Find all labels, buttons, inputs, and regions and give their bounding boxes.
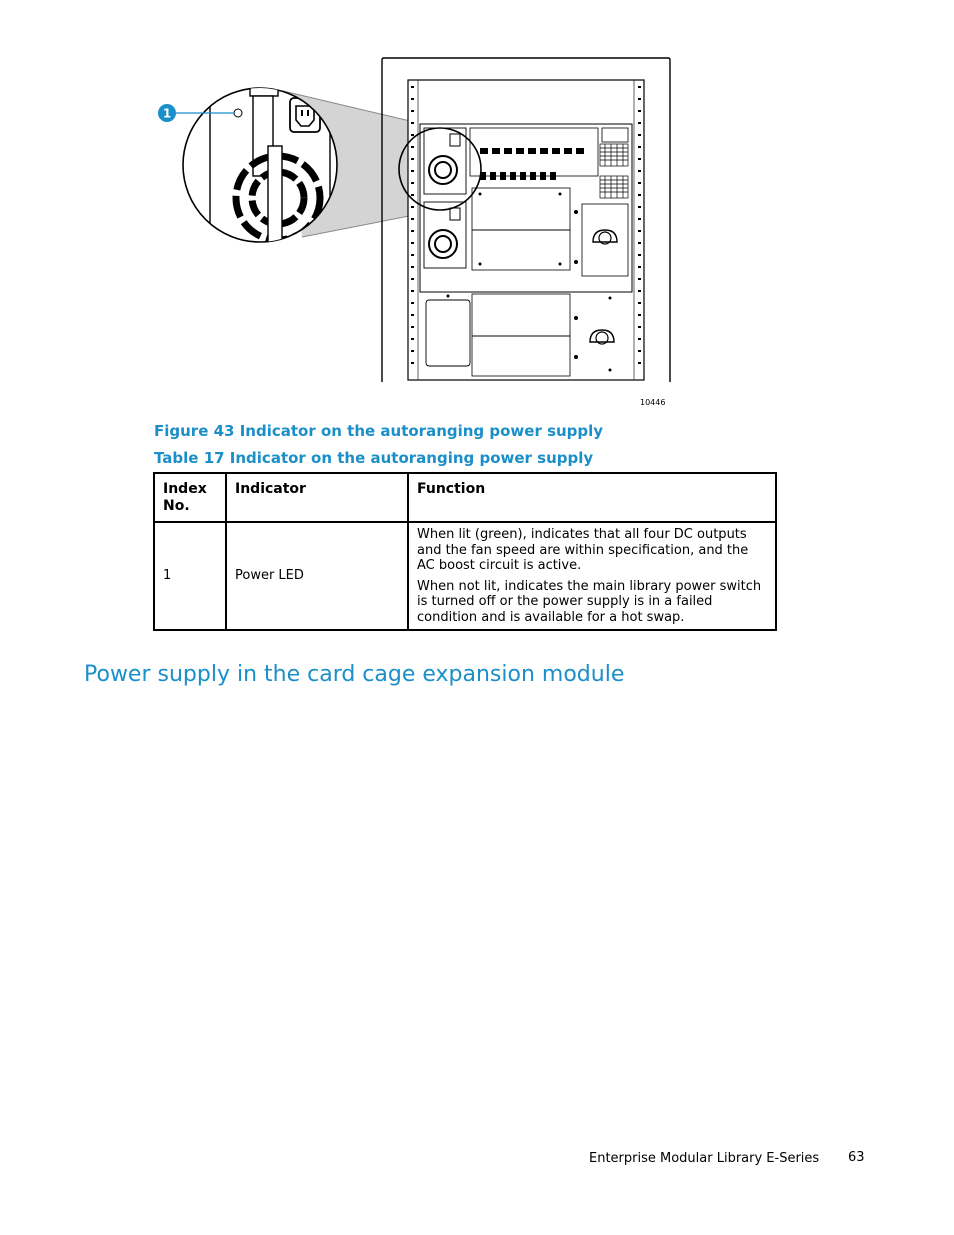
library-rear-drawing: [150, 52, 680, 422]
table-row: [154, 522, 776, 630]
callout-label: 1: [162, 106, 172, 121]
table-caption: Table 17 Indicator on the autoranging power supply: [154, 449, 594, 467]
cell-index: 1: [154, 522, 226, 630]
cell-indicator: Power LED: [226, 522, 408, 630]
drawing-number: 10446: [640, 398, 666, 407]
cell-function: [408, 522, 776, 630]
power-supply-figure: [150, 52, 680, 422]
page-number: 63: [848, 1150, 865, 1165]
table-header-row: [154, 473, 776, 522]
function-lit-text: When lit (green), indicates that all four DC outputs and the fan speed are within specification, and the AC boost circuit is active.: [417, 527, 749, 573]
header-function: Function: [408, 473, 776, 522]
function-unlit-text: When not lit, indicates the main library power switch is turned off or the power supply is in a failed condition and is available for a hot swap.: [417, 578, 762, 625]
header-indicator: Indicator: [226, 473, 408, 522]
footer-title: Enterprise Modular Library E-Series: [589, 1151, 820, 1166]
header-index: Index No.: [154, 473, 226, 522]
section-heading: Power supply in the card cage expansion module: [84, 662, 625, 687]
indicator-table: [153, 472, 777, 631]
figure-caption: Figure 43 Indicator on the autoranging power supply: [154, 422, 604, 440]
